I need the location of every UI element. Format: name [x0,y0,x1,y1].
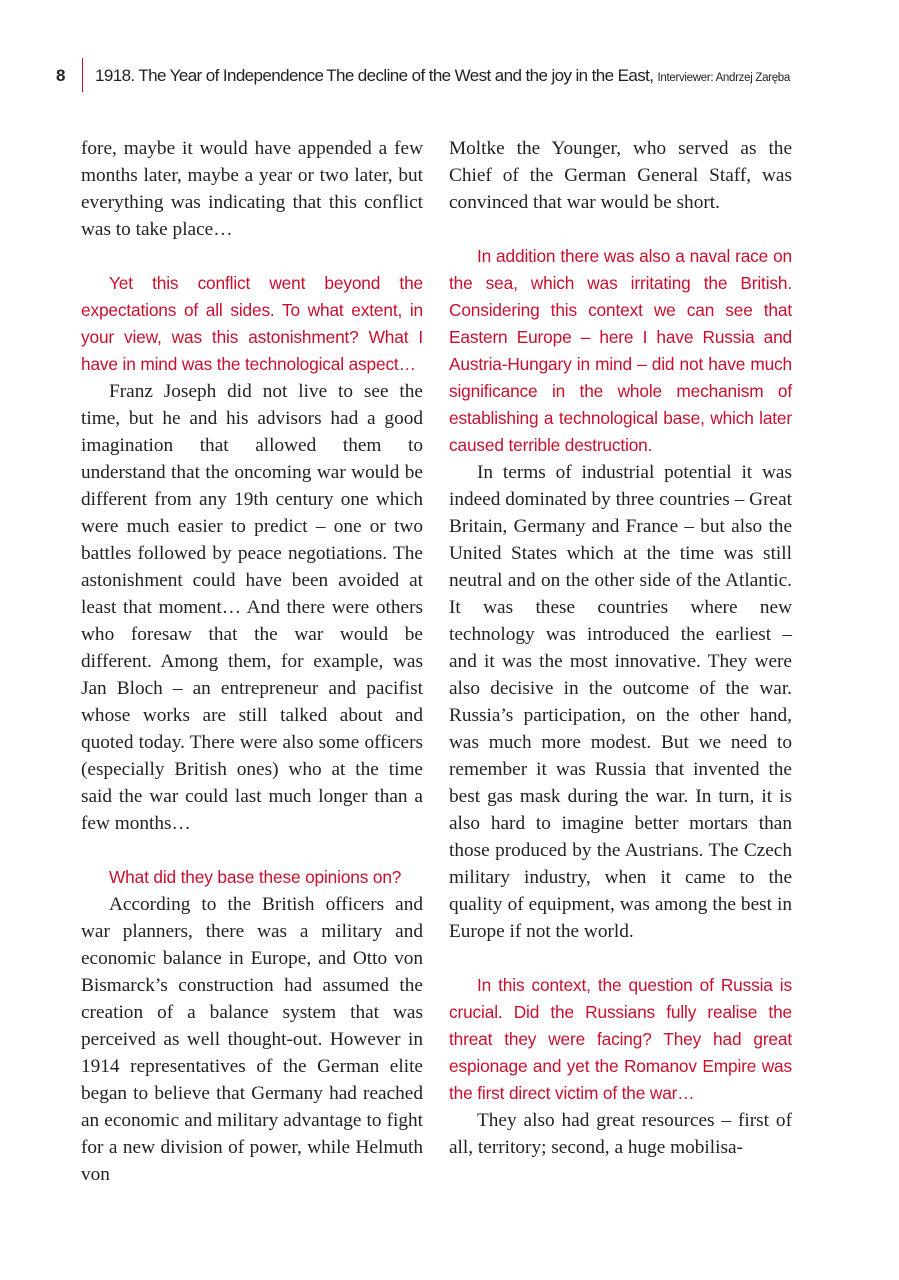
interviewer-credit: Interviewer: Andrzej Zaręba [657,72,790,84]
body-paragraph: Moltke the Younger, who served as the Chief of the German General Staff, was convinced that war would be short. [449,138,792,213]
running-header [0,60,899,94]
interview-question: Yet this conflict went beyond the expectations of all sides. To what extent, in your view, was this astonishment? What I have in mind was the technological aspect… [81,273,423,374]
interview-question: What did they base these opinions on? [109,867,402,887]
chapter-title: The decline of the West and the joy in the East, [326,66,654,85]
body-paragraph: Franz Joseph did not live to see the time, but he and his advisors had a good imagination that allowed them to understand that the oncoming war would be different from any 19th century one which were much easier to predict – one or two battles followed by peace negotiations. The astonishment could have been avoided at least that moment… And there were others who foresaw that the war would be different. Among them, for example, was Jan Bloch – an entrepreneur and pacifist whose works are still talked about and quoted today. There were also some officers (especially British ones) who at the time said the war could last much longer than a few months… [81,381,423,834]
book-title: 1918. The Year of Independence [95,66,324,85]
body-paragraph: They also had great resources – first of all, territory; second, a huge mobilisa- [449,1110,792,1158]
page-number: 8 [56,66,66,85]
header-divider [82,58,83,92]
chapter-heading [326,66,790,86]
body-paragraph: According to the British officers and war planners, there was a military and economic balance in Europe, and Otto von Bismarck’s construction had assumed the creation of a balance system that was perceived as well thought-out. However in 1914 representatives of the German elite began to believe that Germany had reached an economic and military advantage to fight for a new division of power, while Helmuth von [81,894,423,1185]
body-paragraph: In terms of industrial potential it was indeed dominated by three countries – Great Britain, Germany and France – but also the United States which at the time was still neutral and on the other side of the Atlantic. It was these countries where new technology was introduced the earliest – and it was the most innovative. They were also decisive in the outcome of the war. Russia’s participation, on the other hand, was much more modest. But we need to remember it was Russia that invented the best gas mask during the war. In turn, it is also hard to imagine better mortars than those produced by the Austrians. The Czech military industry, when it came to the quality of equipment, was among the best in Europe if not the world. [449,462,792,942]
interview-question: In this context, the question of Russia is crucial. Did the Russians fully realise the threat they were facing? They had great espionage and yet the Romanov Empire was the first direct victim of the war… [449,975,792,1103]
left-column [81,135,423,1188]
right-column [449,135,792,1161]
body-paragraph: fore, maybe it would have appended a few months later, maybe a year or two later, but everything was indicating that this conflict was to take place… [81,138,423,240]
interview-question: In addition there was also a naval race on the sea, which was irritating the British. Considering this context we can see that Eastern Europe – here I have Russia and Austria-Hungary in mind – did not have much significance in the whole mechanism of establishing a technological base, which later caused terrible destruction. [449,246,792,455]
